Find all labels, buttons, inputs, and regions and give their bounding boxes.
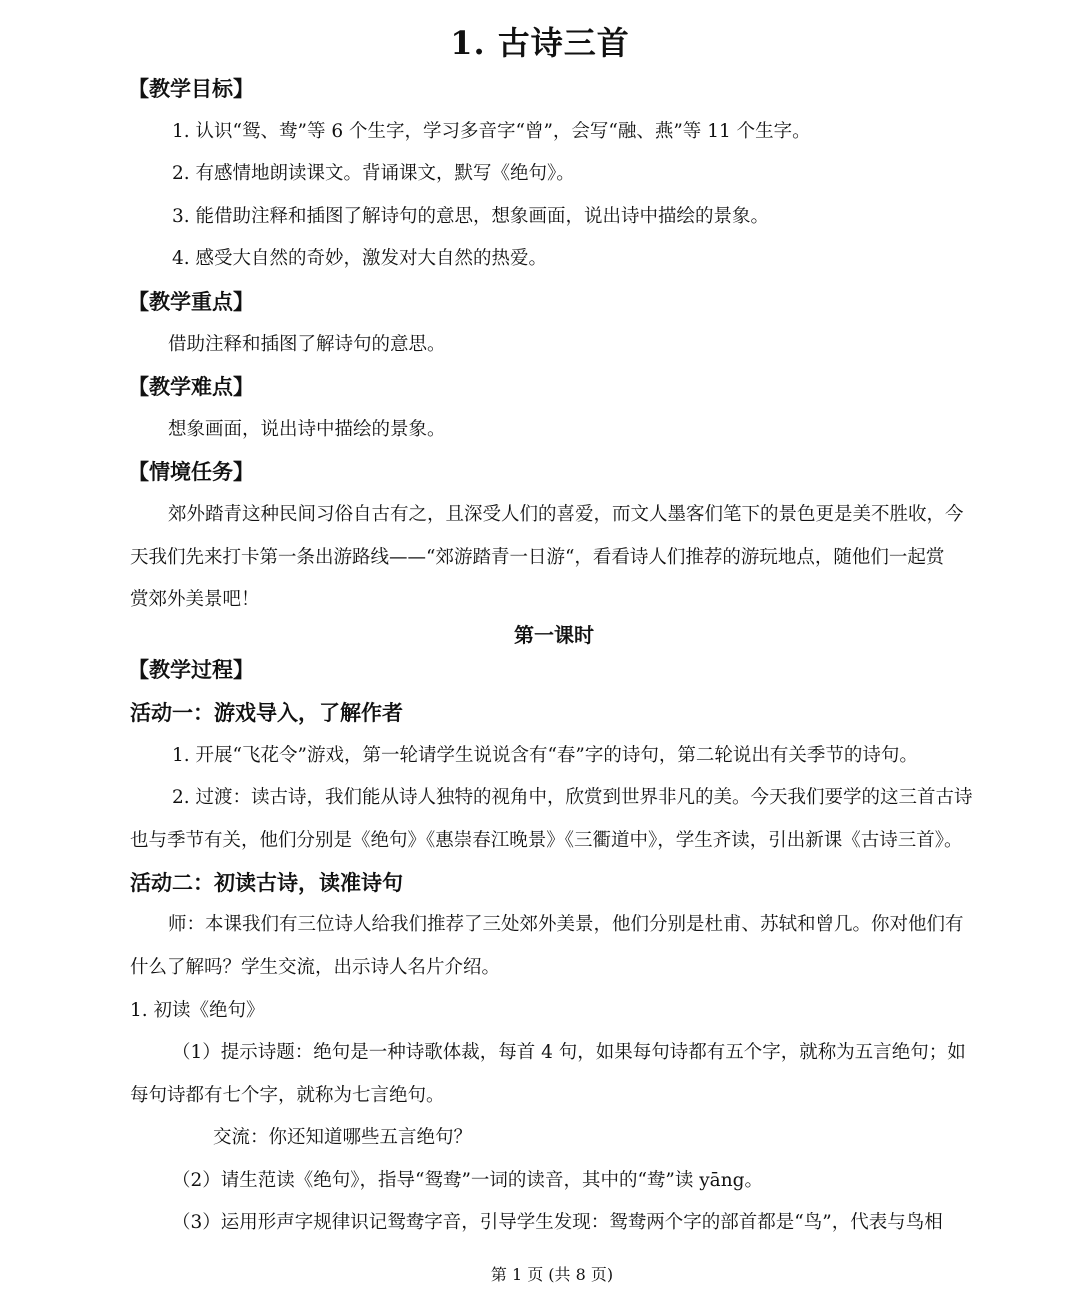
activity-two-line: 每句诗都有七个字，就称为七言绝句。 (130, 1085, 445, 1106)
key-points-text: 借助注释和插图了解诗句的意思。 (168, 334, 446, 355)
task-paragraph-line: 赏郊外美景吧！ (130, 589, 260, 610)
activity-one-line: 2. 过渡：读古诗，我们能从诗人独特的视角中，欣赏到世界非凡的美。今天我们要学的这三首古诗 (172, 787, 973, 808)
goal-item: 2. 有感情地朗读课文。背诵课文，默写《绝句》。 (172, 163, 575, 184)
task-paragraph-line: 郊外踏青这种民间习俗自古有之，且深受人们的喜爱，而文人墨客们笔下的景色更是美不胜收，今 (168, 504, 964, 525)
section-heading-goals: 【教学目标】 (128, 76, 254, 101)
page-number-footer: 第 1 页 (共 8 页) (490, 1265, 614, 1284)
section-heading-difficulties: 【教学难点】 (128, 374, 254, 399)
activity-two-line: （2）请生范读《绝句》，指导“鸳鸯”一词的读音，其中的“鸯”读 yāng。 (172, 1170, 763, 1191)
activity-one-heading: 活动一：游戏导入，了解作者 (130, 700, 403, 725)
activity-two-line: 师：本课我们有三位诗人给我们推荐了三处郊外美景，他们分别是杜甫、苏轼和曾几。你对他们有 (168, 914, 964, 935)
activity-two-line: （1）提示诗题：绝句是一种诗歌体裁，每首 4 句，如果每句诗都有五个字，就称为五言绝句；如 (172, 1042, 966, 1063)
section-heading-task: 【情境任务】 (128, 459, 254, 484)
activity-two-heading: 活动二：初读古诗，读准诗句 (130, 870, 403, 895)
lesson-heading: 第一课时 (514, 623, 594, 647)
activity-one-line: 也与季节有关，他们分别是《绝句》《惠崇春江晚景》《三衢道中》，学生齐读，引出新课《古诗三首》。 (130, 830, 963, 851)
task-paragraph-line: 天我们先来打卡第一条出游路线——“郊游踏青一日游“，看看诗人们推荐的游玩地点，随他们一起赏 (130, 547, 945, 568)
section-heading-key-points: 【教学重点】 (128, 289, 254, 314)
activity-one-line: 1. 开展“飞花令”游戏，第一轮请学生说说含有“春”字的诗句，第二轮说出有关季节的诗句。 (172, 745, 918, 766)
activity-two-line: （3）运用形声字规律识记鸳鸯字音，引导学生发现：鸳鸯两个字的部首都是“鸟”，代表与鸟相 (172, 1212, 943, 1233)
goal-item: 4. 感受大自然的奇妙，激发对大自然的热爱。 (172, 248, 548, 269)
activity-two-line: 1. 初读《绝句》 (130, 1000, 265, 1021)
activity-two-line: 交流：你还知道哪些五言绝句？ (213, 1127, 473, 1148)
section-heading-process: 【教学过程】 (128, 657, 254, 682)
page-title: 1. 古诗三首 (450, 24, 630, 62)
goal-item: 3. 能借助注释和插图了解诗句的意思，想象画面，说出诗中描绘的景象。 (172, 206, 770, 227)
goal-item: 1. 认识“鸳、鸯”等 6 个生字，学习多音字“曾”，会写“融、燕”等 11 个生字。 (172, 121, 811, 142)
difficulties-text: 想象画面，说出诗中描绘的景象。 (168, 419, 446, 440)
activity-two-line: 什么了解吗？学生交流，出示诗人名片介绍。 (130, 957, 501, 978)
